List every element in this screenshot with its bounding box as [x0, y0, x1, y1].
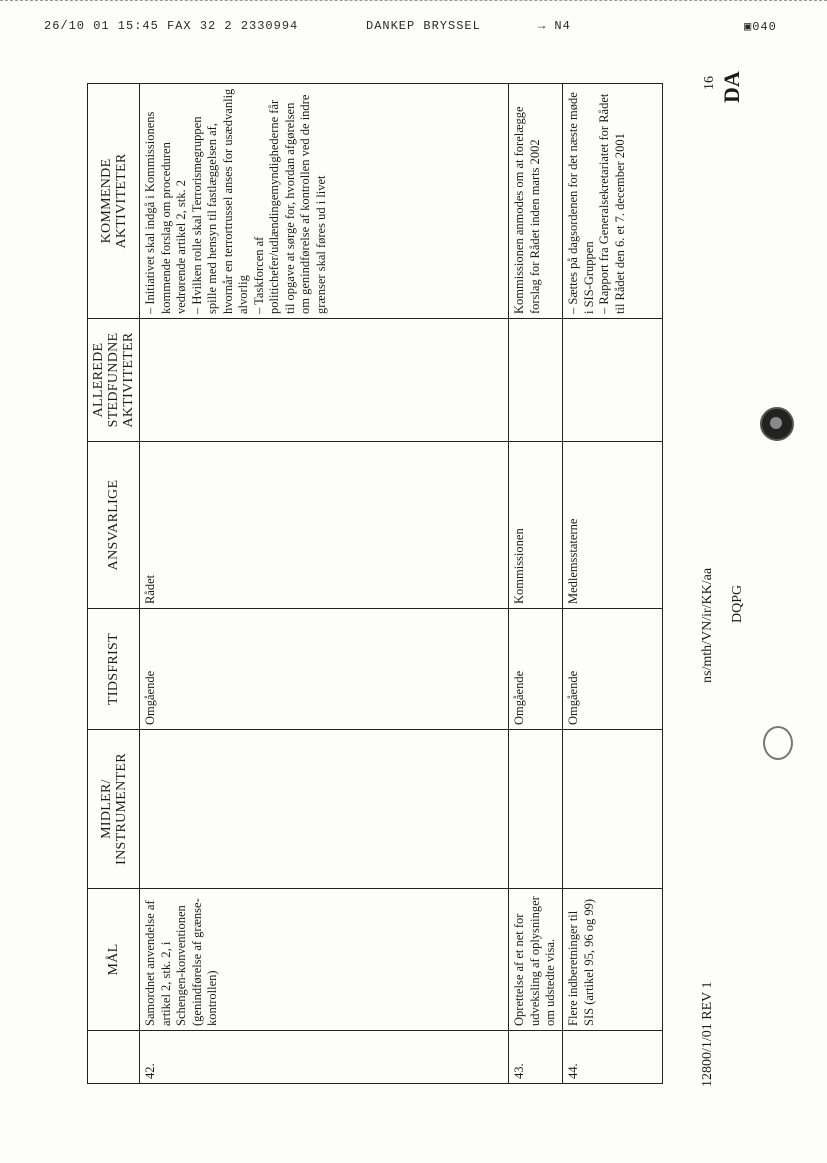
language-code: DA [719, 71, 744, 103]
fax-timestamp: 26/10 01 15:45 FAX 32 2 2330994 [44, 19, 299, 33]
cell-ansvarlige: Rådet [140, 442, 509, 609]
header-ansvarlige: ANSVARLIGE [88, 442, 140, 609]
cell-tidsfrist: Omgående [563, 609, 663, 730]
cell-kommende: Kommissionen anmodes om at forelægge forslag for Rådet inden marts 2002 [509, 84, 563, 319]
header-num [88, 1031, 140, 1084]
punch-hole-icon [760, 407, 794, 441]
cell-ansvarlige: Kommissionen [509, 442, 563, 609]
fax-sender: DANKEP BRYSSEL [366, 19, 481, 33]
department-code: DQPG [730, 584, 745, 623]
header-tidsfrist: TIDSFRIST [88, 609, 140, 730]
author-initials: ns/mth/VN/ir/KK/aa [700, 567, 715, 683]
header-mal: MÅL [88, 889, 140, 1031]
table-header-row [88, 84, 140, 1084]
cell-ansvarlige: Medlemsstaterne [563, 442, 663, 609]
fax-page-counter: ▣040 [744, 20, 777, 34]
cell-allerede [509, 319, 563, 442]
row-number: 43. [509, 1031, 563, 1084]
cell-mal: Oprettelse af et net for udveksling af oplysninger om udstedte visa. [509, 889, 563, 1031]
cell-midler [509, 730, 563, 889]
fax-page-marker: → N4 [538, 19, 571, 33]
document-reference: 12800/1/01 REV 1 [700, 981, 715, 1087]
cell-midler [563, 730, 663, 889]
cell-mal: Samordnet anvendelse af artikel 2, stk. 2, i Schengen-konventionen (genindførelse af grænse-kontrollen) [140, 889, 509, 1031]
cell-tidsfrist: Omgående [509, 609, 563, 730]
row-number: 42. [140, 1031, 509, 1084]
cell-mal: Flere indberetninger til SIS (artikel 95, 96 og 99) [563, 889, 663, 1031]
table-row [140, 84, 509, 1084]
cell-allerede [563, 319, 663, 442]
row-number: 44. [563, 1031, 663, 1084]
page-number: 16 [702, 76, 717, 90]
header-midler: MIDLER/ INSTRUMENTER [88, 730, 140, 889]
activity-table [87, 83, 663, 1084]
cell-kommende: – Initiativet skal indgå i Kommissionens kommende forslag om proceduren vedrørende artikel 2, stk. 2 – Hvilken rolle skal Terrorismegruppen spille med hensyn til fastlæggelsen af, hvornår en terrortrussel anses for usædvanlig alvorlig – Taskforcen af politichefer/udlændingemyndighederne får til opgave at sørge for, hvordan afgørelsen om genindførelse af kontrollen ved de indre grænser skal føres ud i livet [140, 84, 509, 319]
cell-allerede [140, 319, 509, 442]
cell-tidsfrist: Omgående [140, 609, 509, 730]
cell-midler [140, 730, 509, 889]
header-allerede: ALLEREDE STEDFUNDNE AKTIVITETER [88, 319, 140, 442]
cell-kommende: – Sættes på dagsordenen for det næste møde i SIS-Gruppen – Rapport fra Generalsekretariatet for Rådet til Rådet den 6. et 7. december 2001 [563, 84, 663, 319]
table-row [509, 84, 563, 1084]
punch-hole-icon [763, 726, 793, 760]
table-row [563, 84, 663, 1084]
header-kommende: KOMMENDE AKTIVITETER [88, 84, 140, 319]
